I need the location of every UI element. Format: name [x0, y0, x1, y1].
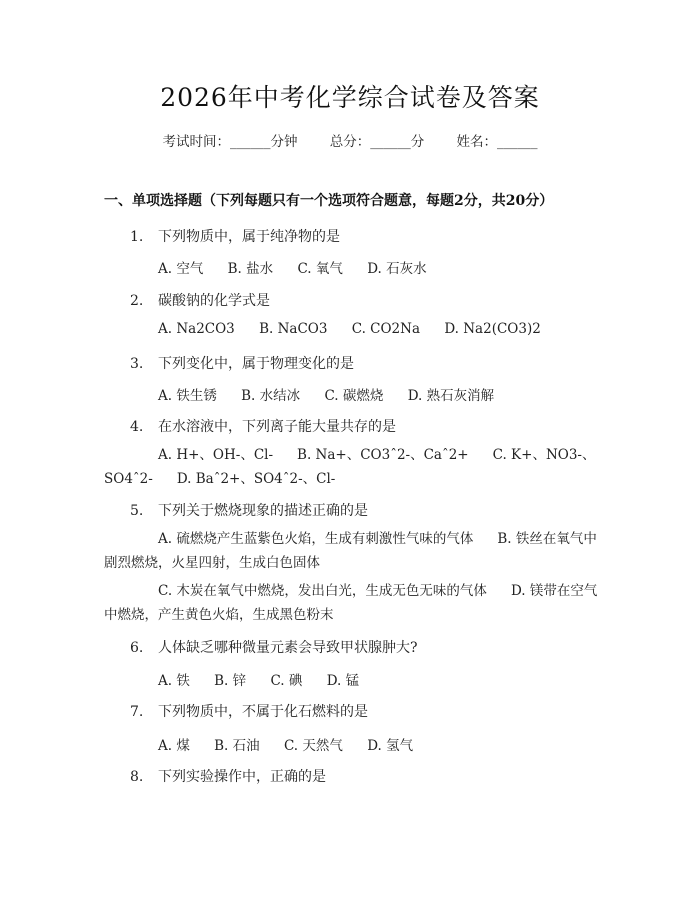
option-d: D. 石灰水 [367, 261, 427, 277]
question-6-options [158, 669, 379, 689]
question-text: 人体缺乏哪种微量元素会导致甲状腺肿大? [158, 640, 418, 656]
option-d: D. 熟石灰消解 [407, 388, 495, 404]
question-number: 3. [130, 356, 144, 372]
option-c: C. 天然气 [283, 738, 343, 754]
option-a: A. 煤 [158, 738, 190, 754]
question-text: 碳酸钠的化学式是 [158, 293, 270, 309]
question-text: 在水溶液中，下列离子能大量共存的是 [158, 419, 396, 435]
question-2-options [158, 321, 561, 337]
question-number: 1. [130, 229, 144, 245]
option-b: B. 石油 [214, 738, 260, 754]
question-5-options-cd [104, 579, 604, 627]
exam-meta [0, 130, 700, 150]
option-d: D. 氢气 [367, 738, 414, 754]
question-3-options [158, 384, 514, 404]
question-text: 下列物质中，属于纯净物的是 [158, 229, 340, 245]
question-number: 2. [130, 293, 144, 309]
question-number: 6. [130, 640, 144, 656]
option-d: D. Na2(CO3)2 [444, 321, 541, 337]
option-d: D. 镁带在空气中燃烧，产生黄色火焰，生成黑色粉末 [104, 583, 598, 623]
question-number: 5. [130, 503, 144, 519]
option-d: D. 锰 [326, 673, 360, 689]
question-text: 下列物质中，不属于化石燃料的是 [158, 704, 368, 720]
question-text: 下列实验操作中，正确的是 [158, 769, 326, 785]
question-4-options [104, 443, 604, 491]
option-b: B. 铁丝在氧气中剧烈燃烧，火星四射，生成白色固体 [104, 531, 597, 571]
option-b: B. 盐水 [227, 261, 274, 277]
question-5 [130, 500, 368, 520]
question-number: 7. [130, 704, 144, 720]
question-text: 下列变化中，属于物理变化的是 [158, 356, 354, 372]
question-1 [130, 226, 340, 246]
question-8 [130, 766, 326, 786]
section-heading: 一、单项选择题（下列每题只有一个选项符合题意，每题2分，共20分） [104, 193, 554, 209]
option-c: C. CO2Na [351, 321, 421, 337]
option-b: B. NaCO3 [259, 321, 328, 337]
question-6 [130, 637, 418, 657]
question-7-options [158, 734, 433, 754]
option-a: A. 硫燃烧产生蓝紫色火焰，生成有刺激性气味的气体 [158, 531, 474, 547]
exam-time-field: 考试时间：______分钟 [162, 134, 298, 150]
option-c: C. K+、NO3-、SO4ˆ2- [104, 447, 596, 487]
option-c: C. 木炭在氧气中燃烧，发出白光，生成无色无味的气体 [158, 583, 487, 599]
question-5-options-ab [104, 527, 604, 575]
student-name-field: 姓名：______ [456, 134, 538, 150]
question-2 [130, 290, 270, 310]
question-7 [130, 701, 368, 721]
option-b: B. Na+、CO3ˆ2-、Caˆ2+ [297, 447, 469, 463]
option-a: A. H+、OH-、Cl- [158, 447, 274, 463]
question-3 [130, 353, 354, 373]
total-score-field: 总分：______分 [329, 134, 425, 150]
question-text: 下列关于燃烧现象的描述正确的是 [158, 503, 368, 519]
question-number: 8. [130, 769, 144, 785]
option-d: D. Baˆ2+、SO4ˆ2-、Cl- [176, 471, 336, 487]
question-number: 4. [130, 419, 144, 435]
option-a: A. 空气 [158, 261, 204, 277]
option-c: C. 碘 [270, 673, 303, 689]
option-c: C. 碳燃烧 [324, 388, 384, 404]
option-c: C. 氧气 [297, 261, 343, 277]
question-1-options [158, 257, 447, 277]
option-a: A. 铁生锈 [158, 388, 217, 404]
question-4 [130, 416, 396, 436]
option-a: A. 铁 [158, 673, 190, 689]
page-title: 2026年中考化学综合试卷及答案 [160, 83, 540, 112]
option-b: B. 锌 [214, 673, 247, 689]
option-b: B. 水结冰 [241, 388, 301, 404]
option-a: A. Na2CO3 [158, 321, 235, 337]
